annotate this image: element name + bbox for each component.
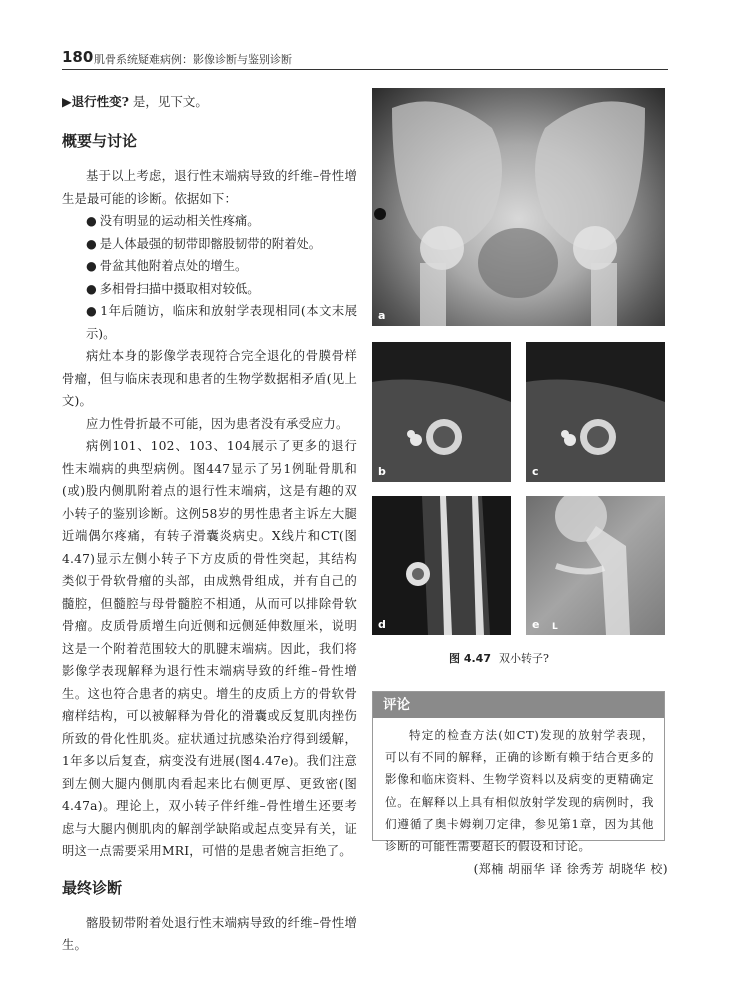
figure-panel-d bbox=[372, 496, 511, 635]
figure-panel-b bbox=[372, 342, 511, 482]
side-marker-label: L bbox=[552, 622, 558, 632]
bullet-item: ● 1年后随访，临床和放射学表现相同(本文末展示)。 bbox=[86, 304, 358, 341]
figure-panel-c bbox=[526, 342, 665, 482]
bullet-dot-icon: ● bbox=[86, 214, 97, 228]
bullet-item: ● 骨盆其他附着点处的增生。 bbox=[86, 259, 248, 273]
bullet-item: ● 没有明显的运动相关性疼痛。 bbox=[86, 214, 260, 228]
paragraph-1: 基于以上考虑，退行性末端病导致的纤维–骨性增生是最可能的诊断。依据如下： bbox=[62, 169, 357, 206]
panel-label: a bbox=[378, 309, 386, 322]
bullet-dot-icon: ● bbox=[86, 236, 97, 251]
paragraph-4: 病例101、102、103、104展示了更多的退行性末端病的典型病例。图447显示了另1例耻骨肌和(或)股内侧肌附着点的退行性末端病，这是有趣的双小转子的鉴别诊断。这例58岁的男性患者主诉左大腿近端偶尔疼痛，有转子滑囊炎病史。X线片和CT(图4.47)显示左侧小转子下方皮质的骨性突起，其结构类似于骨软骨瘤的头部，由成熟骨组成，并有自己的髓腔，但髓腔与母骨髓腔不相通，从而可以排除骨软骨瘤。皮质骨质增生向近侧和远侧延伸数厘米，说明这是一个附着范围较大的肌腱末端病。因此，我们将影像学表现解释为退行性末端病导致的纤维–骨性增生。这也符合患者的病史。增生的皮质上方的骨软骨瘤样结构，可以被解释为骨化的滑囊或反复肌肉挫伤所致的骨化性肌炎。症状通过抗感染治疗得到缓解，1年多以后复查，病变没有进展(图4.47e)。我们注意到左侧大腿内侧肌肉看起来比右侧更厚、更致密(图4.47a)。理论上，双小转子伴纤维–骨性增生还要考虑与大腿内侧肌肉的解剖学缺陷或起点变异有关，证明这一点需要采用MRI，可惜的是患者婉言拒绝了。 bbox=[62, 439, 357, 858]
translator-credits: (郑楠 胡丽华 译 徐秀芳 胡晓华 校) bbox=[473, 862, 668, 876]
bullet-dot-icon: ● bbox=[86, 281, 97, 296]
pelvis-xray-graphic bbox=[372, 88, 665, 326]
figure-panel-e bbox=[526, 496, 665, 635]
left-column bbox=[62, 92, 357, 957]
panel-label: e bbox=[532, 618, 540, 631]
paragraph-5: 髂股韧带附着处退行性末端病导致的纤维–骨性增生。 bbox=[62, 915, 357, 952]
panel-label: d bbox=[378, 618, 386, 631]
ct-axial-graphic-b bbox=[372, 342, 511, 482]
comment-heading: 评论 bbox=[373, 692, 664, 718]
figure-panel-a bbox=[372, 88, 665, 326]
panel-label: c bbox=[532, 465, 539, 478]
status-label: ▶退行性变? bbox=[62, 94, 129, 109]
bullet-item: ● 多相骨扫描中摄取相对较低。 bbox=[86, 281, 260, 296]
comment-box bbox=[372, 691, 665, 854]
bullet-dot-icon: ● bbox=[86, 259, 97, 273]
figure-caption-text: 双小转子? bbox=[498, 652, 549, 665]
section-heading-summary: 概要与讨论 bbox=[62, 132, 138, 150]
comment-text: 特定的检查方法(如CT)发现的放射学表现，可以有不同的解释，正确的诊断有赖于结合更多的影像和临床资料、生物学资料以及病变的更精确定位。在解释以上具有相似放射学发现的病例时，我们遵循了奥卡姆剃刀定律，参见第1章，因为其他诊断的可能性需要超长的假设和讨论。 bbox=[385, 728, 654, 854]
section-heading-final-diagnosis: 最终诊断 bbox=[62, 878, 123, 897]
status-line bbox=[62, 92, 357, 110]
bullet-dot-icon: ● bbox=[86, 304, 98, 318]
status-text: 是，见下文。 bbox=[128, 94, 208, 109]
running-title: 肌骨系统疑难病例：影像诊断与鉴别诊断 bbox=[94, 53, 292, 66]
page-number: 180 bbox=[62, 48, 94, 66]
ct-coronal-graphic-d bbox=[372, 496, 511, 635]
ct-axial-graphic-c bbox=[526, 342, 665, 482]
paragraph-3: 应力性骨折最不可能，因为患者没有承受应力。 bbox=[86, 416, 349, 431]
bullet-list bbox=[62, 210, 357, 345]
hip-xray-graphic-e bbox=[526, 496, 665, 635]
bullet-item: ● 是人体最强的韧带即髂股韧带的附着处。 bbox=[86, 236, 322, 251]
page-header bbox=[62, 48, 668, 70]
paragraph-2: 病灶本身的影像学表现符合完全退化的骨膜骨样骨瘤，但与临床表现和患者的生物学数据相矛盾(见上文)。 bbox=[62, 349, 357, 408]
panel-label: b bbox=[378, 465, 386, 478]
figure-caption-number: 图 4.47 bbox=[449, 652, 491, 665]
figure-caption bbox=[449, 650, 549, 666]
